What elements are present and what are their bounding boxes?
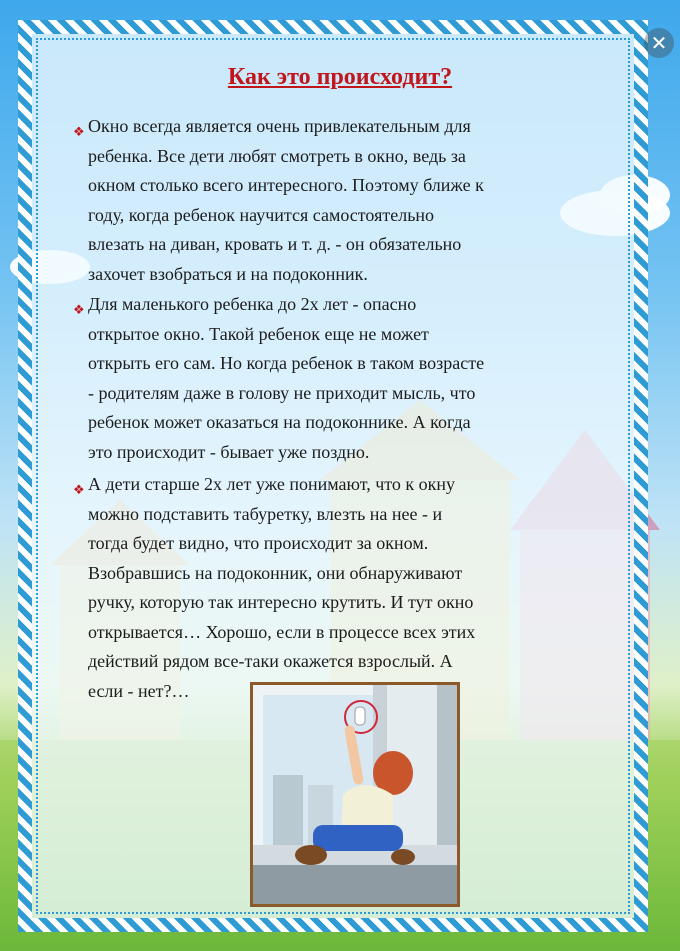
bullet-icon: ❖: [73, 125, 85, 140]
text-line: открыть его сам. Но когда ребенок в таком возрасте: [88, 353, 485, 373]
paragraph-1: [73, 112, 610, 289]
text-line: Для маленького ребенка до 2х лет - опасно: [88, 294, 417, 314]
paragraph-3: [73, 470, 610, 706]
text-line: можно подставить табуретку, влезть на нее - и: [88, 503, 443, 524]
text-line: это происходит - бывает уже поздно.: [88, 441, 370, 462]
text-line: ребенка. Все дети любят смотреть в окно, ведь за: [88, 145, 466, 166]
text-line: году, когда ребенок научится самостоятельно: [88, 204, 435, 225]
bullet-icon: ❖: [73, 303, 85, 318]
text-line: А дети старше 2х лет уже понимают, что к окну: [88, 474, 456, 494]
text-line: - родителям даже в голову не приходит мысль, что: [88, 382, 476, 403]
text-line: влезать на диван, кровать и т. д. - он обязательно: [88, 234, 462, 254]
text-line: действий рядом все-таки окажется взрослый. А: [88, 651, 453, 671]
text-line: тогда будет видно, что происходит за окном.: [88, 533, 429, 553]
close-button[interactable]: ✕: [644, 28, 674, 58]
page-title: Как это происходит?: [227, 64, 453, 90]
text-line: окном столько всего интересного. Поэтому ближе к: [88, 175, 484, 195]
child-at-window-illustration: [250, 682, 460, 907]
text-line: ручку, которую так интересно крутить. И тут окно: [88, 592, 474, 612]
text-line: Взобравшись на подоконник, они обнаруживают: [88, 562, 463, 583]
text-line: если - нет?…: [88, 680, 190, 701]
bullet-icon: ❖: [73, 483, 85, 498]
text-line: захочет взобраться и на подоконник.: [88, 263, 368, 284]
paragraph-2: [73, 290, 610, 467]
text-line: открывается… Хорошо, если в процессе всех этих: [88, 621, 476, 642]
text-line: открытое окно. Такой ребенок еще не может: [88, 323, 429, 344]
text-line: Окно всегда является очень привлекательным для: [88, 116, 471, 136]
text-line: ребенок может оказаться на подоконнике. А когда: [88, 412, 471, 432]
